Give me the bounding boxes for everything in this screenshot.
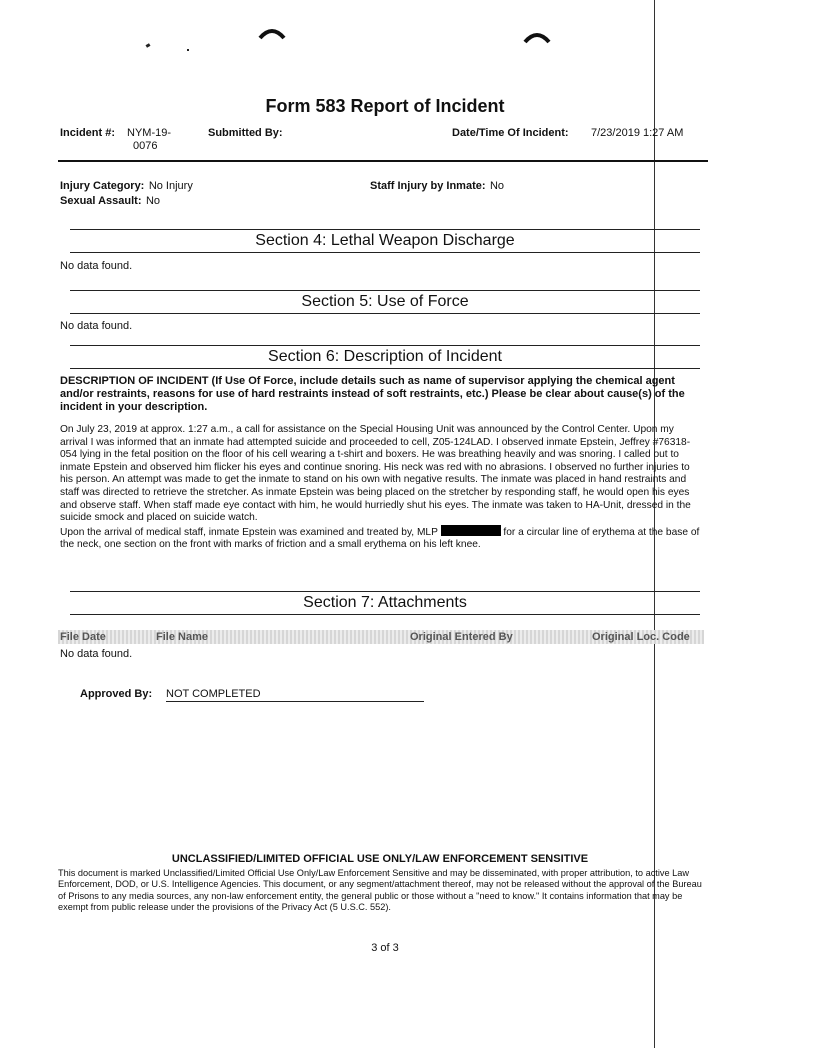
- sexual-assault-value: No: [145, 195, 161, 207]
- section6-title: Section 6: Description of Incident: [268, 348, 502, 365]
- section5-body: No data found.: [60, 320, 133, 332]
- narrative-paragraph-1: On July 23, 2019 at approx. 1:27 a.m., a call for assistance on the Special Housing Unit was announced by the Control Center. Upon my arrival I was informed that an inmate had attempted suicide and proceeded to cell, Z05-124LAD. I observed inmate Epstein, Jeffrey #76318-054 lying in the fetal position on the floor of his cell wearing a t-shirt and boxers. He was breathing heavily and was snoring. I called out to inmate Epstein and observed him flicker his eyes and continue snoring. His neck was red with no abrasions. I observed no further injuries to his person. An attempt was made to get the inmate to stand on his own with negative results. The inmate was placed in hand restraints and staff was directed to retrieve the stretcher. As inmate Epstein was being placed on the stretcher by responding staff, he would open his eyes and observe staff. When staff made eye contact with him, he would hurriedly shut his eyes. The inmate was taken to HA-Unit, dressed in the suicide smock and placed on suicide watch.: [60, 424, 691, 524]
- scan-speck: [187, 49, 189, 51]
- description-narrative: [60, 424, 700, 552]
- section4-rule-bottom: [70, 252, 700, 253]
- section4-body: No data found.: [60, 260, 133, 272]
- section6-rule-bottom: [70, 368, 700, 369]
- page-number: 3 of 3: [371, 942, 399, 954]
- narrative-paragraph-2b: for a circular line of erythema at the base of the neck, one section on the front with marks of friction and a small erythema on his left knee.: [60, 526, 700, 551]
- column-original-entered-by: Original Entered By: [410, 631, 513, 643]
- scan-mark-right: [523, 30, 551, 44]
- section7-rule-top: [70, 591, 700, 592]
- section7-title: Section 7: Attachments: [303, 594, 467, 611]
- narrative-paragraph-2a: Upon the arrival of medical staff, inmate Epstein was examined and treated by, MLP: [60, 526, 438, 538]
- redaction-box: [441, 525, 501, 536]
- classification-notice: This document is marked Unclassified/Limited Official Use Only/Law Enforcement Sensitive and may be disseminated, with proper attribution, to active Law Enforcement, DOD, or U.S. Intelligence Agencies. This document, or any segment/attachment thereof, may not be released without the approval of the Bureau of Prisons to any media sources, any non-law enforcement entity, the general public or those without a "need to know." It contains information that may be exempt from public release under the provisions of the Privacy Act (5 U.S.C. 552).: [58, 868, 702, 912]
- page-title: Form 583 Report of Incident: [265, 96, 505, 116]
- staff-injury-label: Staff Injury by Inmate:: [370, 180, 486, 192]
- description-prompt: DESCRIPTION OF INCIDENT (If Use Of Force, include details such as name of supervisor applying the chemical agent and/or restraints, reasons for use of hard restraints instead of soft restraints, etc.) Please be clear about cause(s) of the incident in your description.: [60, 375, 685, 413]
- section5-rule-top: [70, 290, 700, 291]
- column-file-name: File Name: [156, 631, 208, 643]
- datetime-label: Date/Time Of Incident:: [452, 127, 569, 139]
- section6-rule-top: [70, 345, 700, 346]
- sexual-assault-label: Sexual Assault:: [60, 195, 142, 207]
- column-file-date: File Date: [60, 631, 106, 643]
- submitted-by-label: Submitted By:: [208, 127, 283, 139]
- section5-title: Section 5: Use of Force: [301, 293, 469, 310]
- column-original-loc-code: Original Loc. Code: [592, 631, 690, 643]
- approved-by-label: Approved By:: [80, 688, 153, 700]
- datetime-value: 7/23/2019 1:27 AM: [591, 127, 684, 139]
- injury-category-label: Injury Category:: [60, 180, 145, 192]
- section4-title: Section 4: Lethal Weapon Discharge: [255, 232, 515, 249]
- section4-rule-top: [70, 229, 700, 230]
- staff-injury-value: No: [489, 180, 505, 192]
- attachments-header: [58, 630, 704, 644]
- section5-rule-bottom: [70, 313, 700, 314]
- attachments-body: No data found.: [60, 648, 133, 660]
- incident-number-value-line1: NYM-19-: [127, 127, 172, 139]
- section7-rule-bottom: [70, 614, 700, 615]
- scan-speck: [146, 43, 151, 48]
- sexual-assault-row: [60, 191, 160, 209]
- incident-number-label: Incident #:: [60, 127, 116, 139]
- approved-by-value: NOT COMPLETED: [166, 688, 424, 702]
- scan-mark-left: [258, 26, 286, 40]
- incident-number-value-line2: 0076: [133, 140, 158, 152]
- staff-injury-row: [370, 176, 504, 194]
- header-divider: [58, 160, 708, 162]
- injury-category-value: No Injury: [148, 180, 193, 192]
- classification-banner: UNCLASSIFIED/LIMITED OFFICIAL USE ONLY/LAW ENFORCEMENT SENSITIVE: [171, 853, 589, 865]
